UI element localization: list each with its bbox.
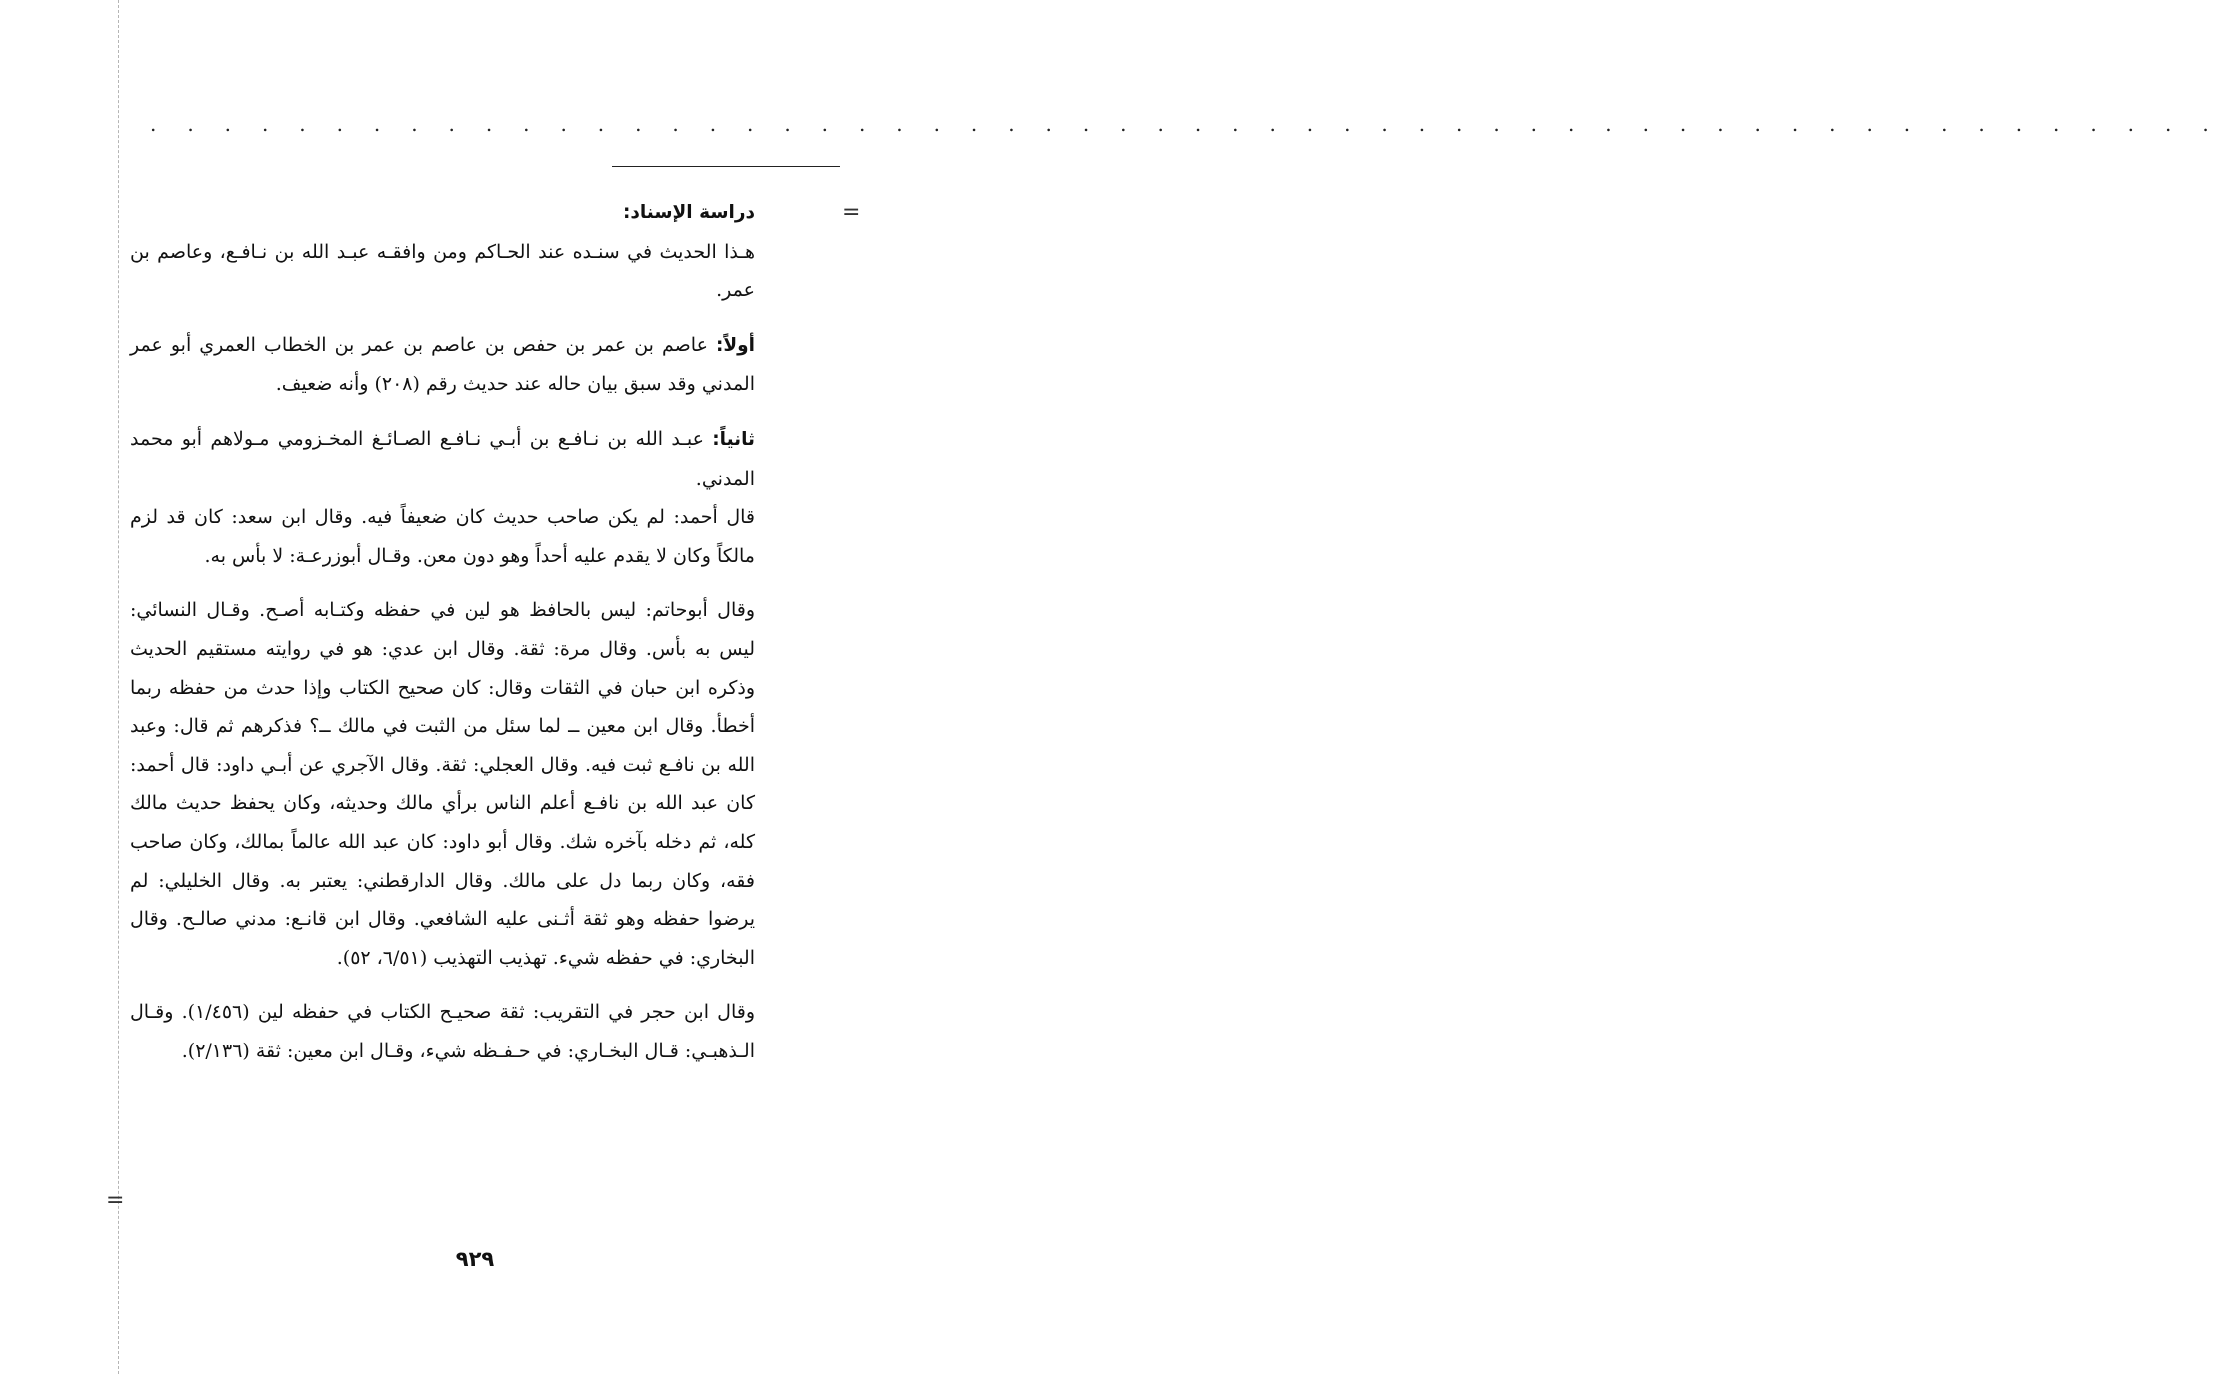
body-paragraph: قال أحمد: لم يكن صاحب حديث كان ضعيفاً فيه. وقال ابن سعد: كان قد لزم مالكاً وكان لا يقدم عليه أحداً وهو دون معن. وقـال أبوزرعـة: لا بأس به.: [130, 506, 755, 567]
body-paragraph: وقال أبوحاتم: ليس بالحافظ هو لين في حفظه وكتـابه أصـح. وقـال النسائي: ليس به بأس. وقال مرة: ثقة. وقال ابن عدي: هو في روايته مستقيم الحديث وذكره ابن حبان في الثقات وقال: كان صحيح الكتاب وإذا حدث من حفظه ربما أخطأ. وقال ابن معين ــ لما سئل من الثبت في مالك ــ؟ فذكرهم ثم قال: وعبد الله بن نافـع ثبت فيه. وقال العجلي: ثقة. وقال الآجري عن أبـي داود: قال أحمد: كان عبد الله بن نافـع أعلم الناس برأي مالك وحديثه، وكان يحفظ حديث مالك كله، ثم دخله بآخره شك. وقال أبو داود: كان عبد الله عالماً بمالك، وكان صاحب فقه، وكان ربما دل على مالك. وقال الدارقطني: يعتبر به. وقال الخليلي: لم يرضوا حفظه وهو ثقة أثـنى عليه الشافعي. وقال ابن قانـع: مدني صالـح. وقال البخاري: في حفظه شيء. تهذيب التهذيب (٦/٥١، ٥٢).: [130, 599, 755, 969]
section-heading-text: دراسة الإسناد:: [622, 202, 755, 223]
narrator-first-lead: أولاً:: [715, 334, 755, 356]
narrator-second-text: عبـد الله بن نـافـع بن أبـي نـافـع الصـائـغ المخـزومي مـولاهم أبو محمد المدني.: [130, 427, 755, 490]
margin-mark-top: =: [842, 200, 861, 225]
narrator-first: [130, 326, 755, 404]
footnote-rule: [612, 166, 840, 167]
page-number: ٩٢٩: [455, 1247, 495, 1271]
section-heading: [130, 193, 755, 233]
body-paragraph: وقال ابن حجر في التقريب: ثقة صحيـح الكتاب في حفظه لين (١/٤٥٦). وقـال الـذهبـي: قـال البخـاري: في حـفـظه شيء، وقـال ابن معين: ثقة (٢/١٣٦).: [130, 1001, 755, 1062]
intro-paragraph: هـذا الحديث في سنـده عند الحـاكم ومن وافقـه عبـد الله بن نـافـع، وعاصم بن عمر.: [130, 240, 755, 302]
separator-dots: . . . . . . . . . . . . . . . . . . . . . . . . . . . . . . . . . . . . . . . . . . . . . . . . . . . . . . . .: [150, 112, 2221, 136]
narrator-second: [130, 420, 755, 498]
page-body: [130, 193, 755, 1070]
narrator-second-lead: ثانياً:: [712, 428, 755, 450]
margin-mark-bottom: =: [106, 1188, 125, 1213]
narrator-first-text: عاصم بن عمر بن حفص بن عاصم بن عمر بن الخطاب العمري أبو عمر المدني وقد سبق بيان حاله عند حديث رقم (٢٠٨) وأنه ضعيف.: [130, 333, 755, 396]
margin-rule: [118, 0, 119, 1374]
